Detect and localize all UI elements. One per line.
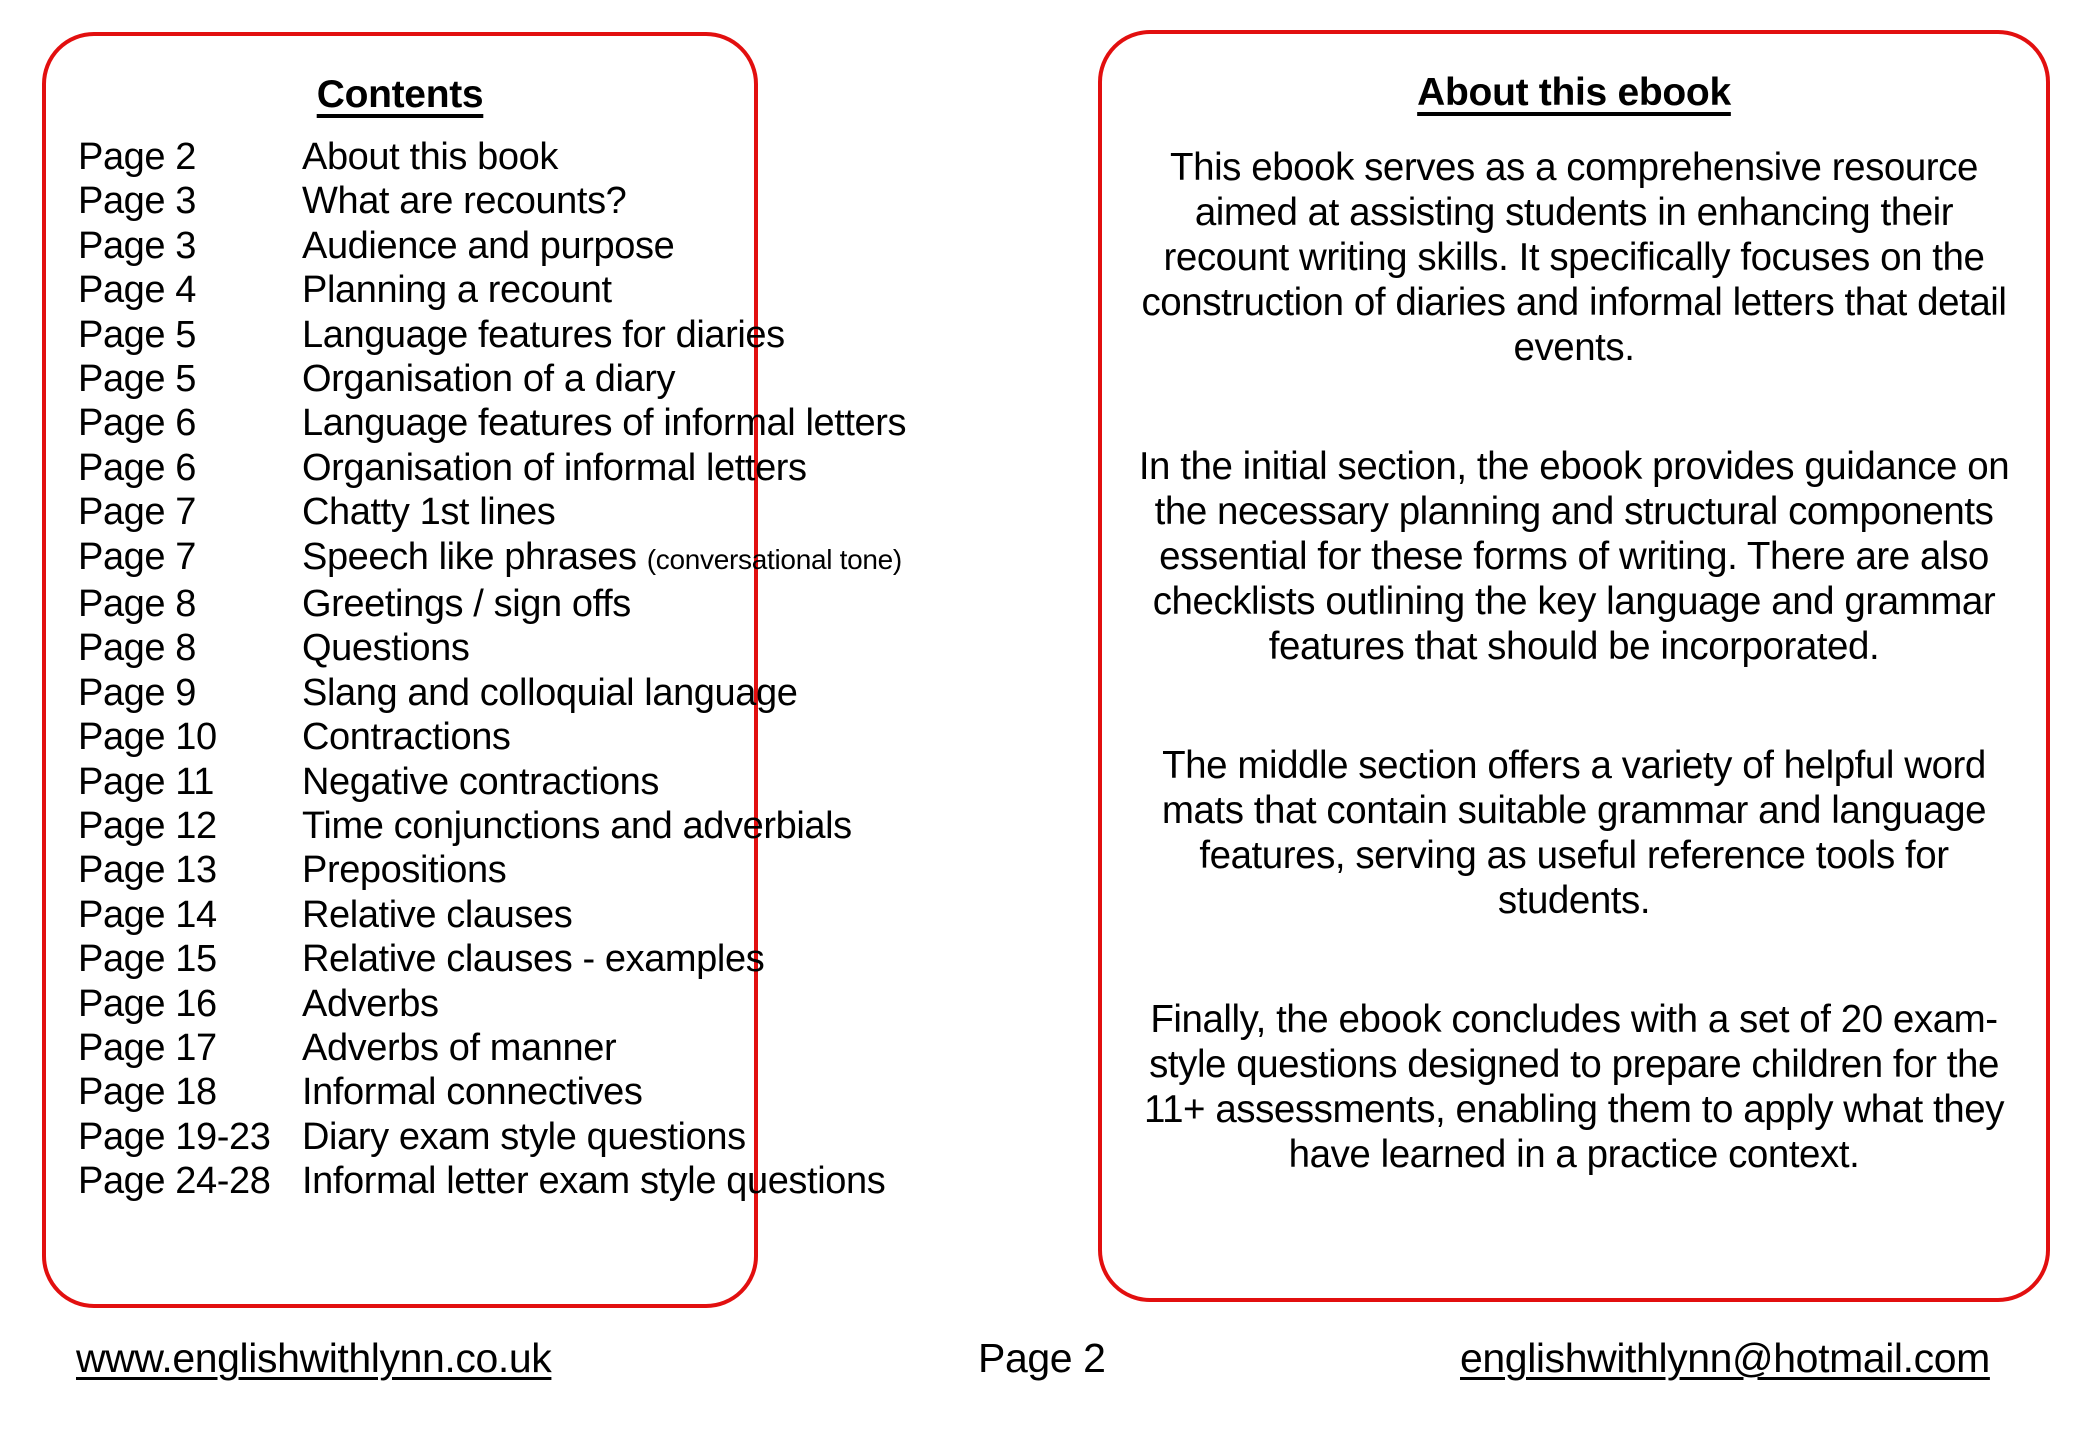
contents-row[interactable]: [70, 804, 852, 848]
about-paragraph: The middle section offers a variety of helpful word mats that contain suitable grammar and language features, serving as useful reference tools for students.: [1161, 743, 1987, 922]
contents-row-page: Page 7: [78, 535, 197, 578]
contents-row-label: [302, 268, 730, 312]
contents-row[interactable]: [70, 224, 730, 268]
contents-row-label-text: Relative clauses: [302, 893, 573, 936]
contents-row-label-text: Organisation of a diary: [302, 357, 676, 400]
contents-row-label-text: Relative clauses - examples: [302, 938, 765, 981]
about-paragraph: Finally, the ebook concludes with a set of 20 exam-style questions designed to prepare children for the 11+ assessments, enabling them to apply what they have learned in a practice context.: [1143, 997, 2005, 1176]
contents-row-label-text: Greetings / sign offs: [302, 582, 631, 625]
about-panel: [1098, 30, 2050, 1302]
contents-panel: [42, 32, 907, 1308]
contents-row-label-text: Organisation of informal letters: [302, 446, 807, 489]
contents-row-label: [302, 179, 730, 223]
contents-row[interactable]: [70, 937, 765, 981]
contents-row-label: [302, 1070, 730, 1114]
contents-row[interactable]: [70, 179, 730, 223]
contents-row-label: [302, 401, 906, 445]
contents-row[interactable]: [70, 893, 730, 937]
contents-row-label-text: Slang and colloquial language: [302, 671, 798, 714]
contents-row[interactable]: [70, 446, 807, 490]
contents-row-label: [302, 893, 730, 937]
contents-row[interactable]: [70, 401, 907, 445]
contents-row-label-text: Negative contractions: [302, 760, 660, 803]
contents-row[interactable]: [70, 268, 730, 312]
contents-row-label: [302, 224, 730, 268]
contents-row-page: Page 5: [78, 357, 197, 400]
contents-row-page: Page 19-23: [78, 1115, 271, 1158]
contents-row-page: Page 13: [78, 849, 217, 892]
contents-row-label-text: About this book: [302, 135, 558, 178]
contents-row-label-text: Audience and purpose: [302, 224, 675, 267]
contents-row-label-text: Language features of informal letters: [302, 402, 907, 445]
contents-row-label: [302, 982, 730, 1026]
contents-row[interactable]: [70, 357, 730, 401]
contents-row-label: [302, 490, 730, 534]
contents-row-page: Page 5: [78, 313, 197, 356]
contents-row-label: [302, 626, 730, 670]
contents-row[interactable]: [70, 1070, 730, 1114]
contents-row-label-text: Prepositions: [302, 849, 507, 892]
contents-row-page: Page 10: [78, 716, 217, 759]
contents-row[interactable]: [70, 490, 730, 534]
contents-list: [70, 135, 907, 1204]
contents-row-page: Page 8: [78, 627, 197, 670]
contents-row-label: [302, 1159, 885, 1203]
contents-row-label: [302, 535, 902, 582]
contents-row[interactable]: [70, 1026, 730, 1070]
website-link[interactable]: www.englishwithlynn.co.uk: [76, 1335, 552, 1381]
contents-row-page: Page 3: [78, 224, 197, 267]
contents-row-label-text: Planning a recount: [302, 269, 612, 312]
contents-row-label-text: Contractions: [302, 716, 511, 759]
contents-row-label-text: Chatty 1st lines: [302, 491, 556, 534]
contents-row-label: [302, 313, 785, 357]
contents-row-page: Page 14: [78, 893, 217, 936]
page-footer: [0, 1334, 2092, 1414]
contents-row[interactable]: [70, 671, 798, 715]
contents-row-page: Page 2: [78, 135, 197, 178]
about-paragraph: This ebook serves as a comprehensive resource aimed at assisting students in enhancing their recount writing skills. It specifically focuses on the construction of diaries and informal letters that detail events.: [1141, 145, 2007, 369]
contents-row-label: [302, 357, 730, 401]
contents-row-page: Page 3: [78, 180, 197, 223]
contents-row-page: Page 18: [78, 1071, 217, 1114]
contents-row[interactable]: [70, 1115, 746, 1159]
contents-row-label: [302, 804, 852, 848]
contents-title: Contents: [316, 73, 484, 116]
contents-row-label: [302, 1026, 730, 1070]
contents-row-page: Page 15: [78, 938, 217, 981]
contents-row-page: Page 17: [78, 1027, 217, 1070]
contents-row[interactable]: [70, 582, 730, 626]
contents-row-page: Page 8: [78, 582, 197, 625]
contents-row-label: [302, 848, 730, 892]
contents-row-page: Page 6: [78, 402, 197, 445]
contents-row-page: Page 4: [78, 269, 197, 312]
contents-row[interactable]: [70, 715, 730, 759]
contents-row[interactable]: [70, 313, 785, 357]
contents-row[interactable]: [70, 535, 902, 582]
contents-row-label: [302, 671, 797, 715]
contents-row-label-text: Informal connectives: [302, 1071, 643, 1114]
contents-row-label: [302, 582, 730, 626]
contents-row[interactable]: [70, 1159, 886, 1203]
contents-row-label: [302, 760, 730, 804]
contents-row[interactable]: [70, 982, 730, 1026]
contents-row-page: Page 24-28: [78, 1160, 271, 1203]
contents-row[interactable]: [70, 760, 730, 804]
contents-row-page: Page 7: [78, 491, 197, 534]
contents-row-label-text: Diary exam style questions: [302, 1115, 746, 1158]
page-number: Page 2: [978, 1335, 1106, 1381]
contents-row[interactable]: [70, 626, 730, 670]
contents-row-label-text: Adverbs of manner: [302, 1027, 617, 1070]
contents-row-label-text: What are recounts?: [302, 180, 627, 223]
contents-row-page: Page 6: [78, 446, 197, 489]
contents-row-note: (conversational tone): [646, 543, 902, 575]
contents-row-label: [302, 1115, 746, 1159]
contents-row[interactable]: [70, 135, 730, 179]
contents-row-label: [302, 937, 764, 981]
about-paragraph: In the initial section, the ebook provides guidance on the necessary planning and structural components essential for these forms of writing. There are also checklists outlining the key language and grammar features that should be incorporated.: [1138, 444, 2010, 668]
email-link[interactable]: englishwithlynn@hotmail.com: [1460, 1335, 1990, 1381]
contents-row-label: [302, 715, 730, 759]
contents-row-label-text: Adverbs: [302, 982, 439, 1025]
about-body: [1132, 145, 2016, 1177]
contents-row-label-text: Informal letter exam style questions: [302, 1160, 886, 1203]
contents-row-label-text: Questions: [302, 627, 470, 670]
about-title: About this ebook: [1417, 71, 1731, 114]
contents-row-label-text: Time conjunctions and adverbials: [302, 804, 852, 847]
contents-row-page: Page 11: [78, 760, 214, 803]
contents-row-page: Page 9: [78, 671, 197, 714]
contents-row-label-text: Speech like phrases: [302, 535, 637, 578]
contents-row-page: Page 12: [78, 804, 217, 847]
contents-row-label-text: Language features for diaries: [302, 313, 785, 356]
contents-row-page: Page 16: [78, 982, 217, 1025]
contents-row[interactable]: [70, 848, 730, 892]
contents-row-label: [302, 446, 807, 490]
contents-row-label: [302, 135, 730, 179]
